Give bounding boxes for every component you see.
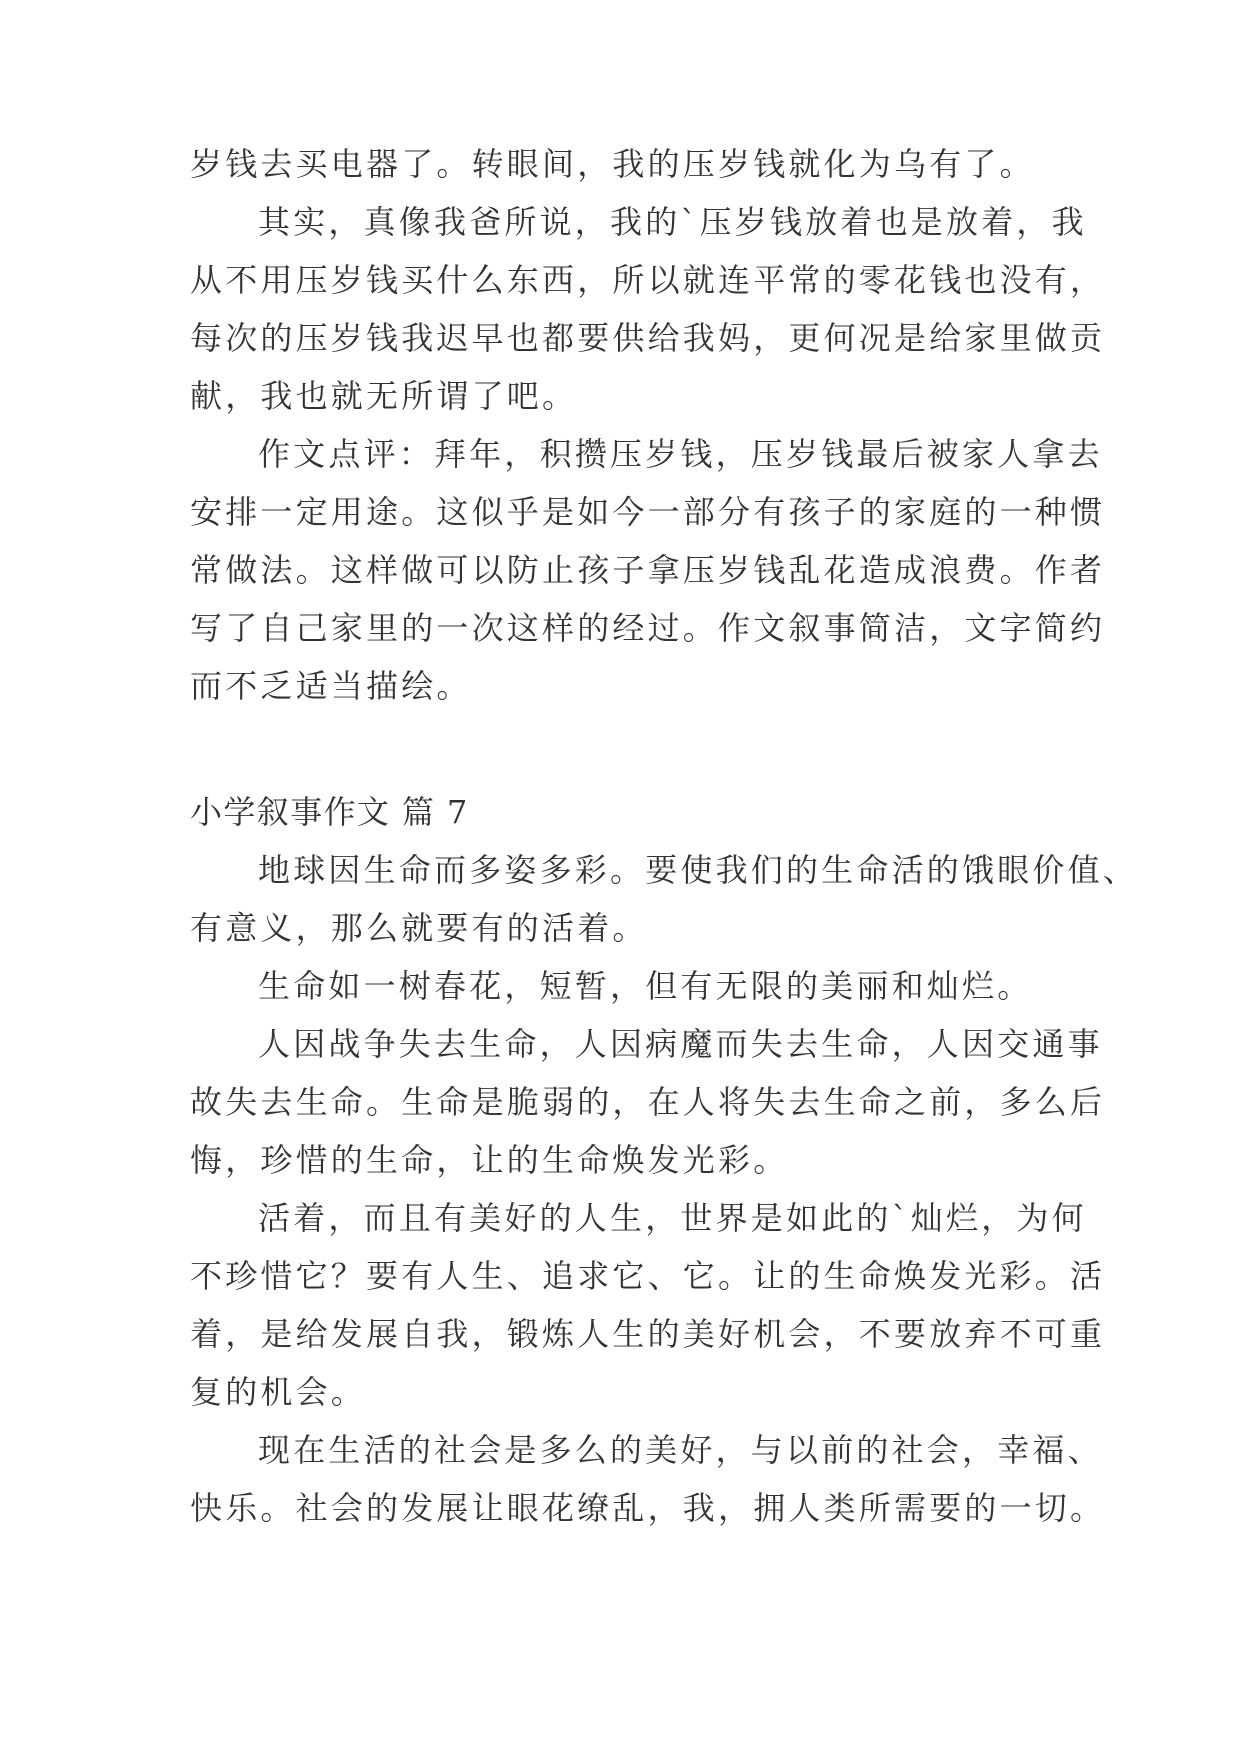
text-line: 每次的压岁钱我迟早也都要供给我妈，更何况是给家里做贡	[190, 319, 1106, 357]
text-line: 安排一定用途。这似乎是如今一部分有孩子的家庭的一种惯	[190, 493, 1106, 531]
text-line: 而不乏适当描绘。	[190, 667, 472, 705]
paragraph-start-line: 人因战争失去生命，人因病魔而失去生命，人因交通事	[258, 1025, 1103, 1063]
text-line: 有意义，那么就要有的活着。	[190, 909, 648, 947]
paragraph-start-line: 作文点评：拜年，积攒压岁钱，压岁钱最后被家人拿去	[258, 435, 1103, 473]
text-line: 献，我也就无所谓了吧。	[190, 377, 578, 415]
text-line: 故失去生命。生命是脆弱的，在人将失去生命之前，多么后	[190, 1083, 1106, 1121]
text-line: 着，是给发展自我，锻炼人生的美好机会，不要放弃不可重	[190, 1315, 1106, 1353]
text-line: 从不用压岁钱买什么东西，所以就连平常的零花钱也没有，	[190, 261, 1106, 299]
text-line: 快乐。社会的发展让眼花缭乱，我，拥人类所需要的一切。	[190, 1489, 1106, 1527]
paragraph-start-line: 其实，真像我爸所说，我的`压岁钱放着也是放着，我	[258, 203, 1087, 241]
paragraph-start-line: 活着，而且有美好的人生，世界是如此的`灿烂，为何	[258, 1199, 1087, 1237]
paragraph-start-line: 现在生活的社会是多么的美好，与以前的社会，幸福、	[258, 1431, 1103, 1469]
section-heading: 小学叙事作文 篇 7	[190, 793, 469, 831]
text-line: 不珍惜它？要有人生、追求它、它。让的生命焕发光彩。活	[190, 1257, 1106, 1295]
paragraph-start-line: 地球因生命而多姿多彩。要使我们的生命活的饿眼价值、	[258, 851, 1139, 889]
text-line: 复的机会。	[190, 1373, 367, 1411]
text-line: 悔，珍惜的生命，让的生命焕发光彩。	[190, 1141, 789, 1179]
text-line: 常做法。这样做可以防止孩子拿压岁钱乱花造成浪费。作者	[190, 551, 1106, 589]
paragraph-start-line: 生命如一树春花，短暂，但有无限的美丽和灿烂。	[258, 967, 1033, 1005]
text-line: 写了自己家里的一次这样的经过。作文叙事简洁，文字简约	[190, 609, 1106, 647]
text-line: 岁钱去买电器了。转眼间，我的压岁钱就化为乌有了。	[190, 145, 1035, 183]
